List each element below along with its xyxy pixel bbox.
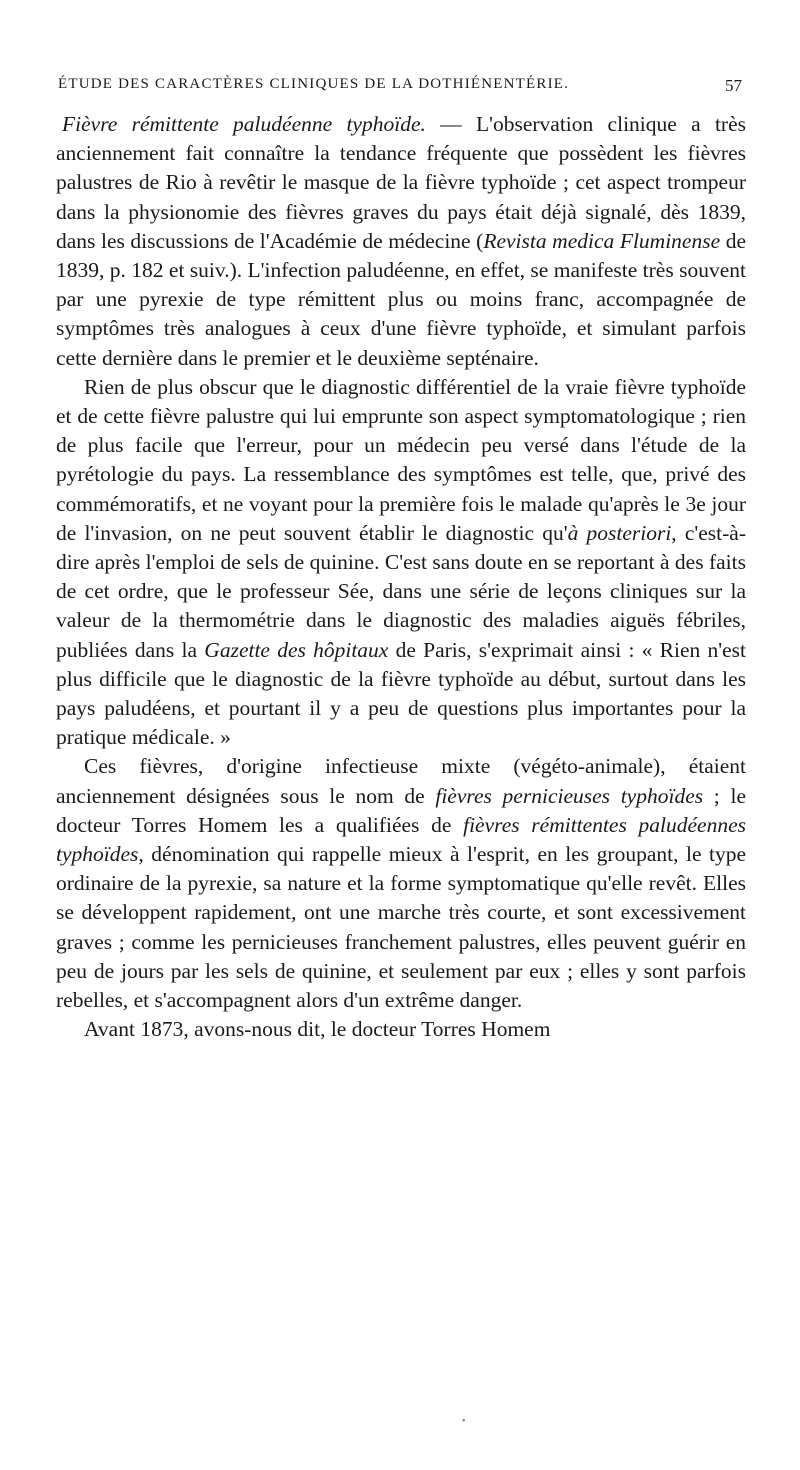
paragraph-4 bbox=[56, 1015, 746, 1044]
italic-run: Revista medica Fluminense bbox=[483, 228, 721, 253]
text-run: — L'observation clinique a très anciennement fait connaître la tendance fréquente que possèdent les fièvres palustres de Rio à revêtir le masque de la fièvre typhoïde ; cet aspect trompeur dans la physionomie des fièvres graves du pays était déjà signalé, dès 1839, dans les discussions de l'Académie de médecine ( bbox=[56, 112, 746, 253]
text-run: ; le docteur Torres Homem les a qualifiées de bbox=[56, 783, 746, 837]
text-run: , c'est-à-dire après l'emploi de sels de quinine. C'est sans doute en se reportant à des faits de cet ordre, que le professeur Sée, dans une série de leçons cliniques sur la valeur de la thermométrie dans le diagnostic des maladies aiguës fébriles, publiées dans la bbox=[56, 520, 746, 662]
italic-run: fièvres rémittentes paludéennes typhoïdes bbox=[56, 812, 746, 867]
paragraph-2 bbox=[56, 373, 746, 753]
italic-run: fièvres pernicieuses typhoïdes bbox=[435, 783, 704, 808]
italic-run: Gazette des hôpitaux bbox=[204, 637, 389, 662]
text-run: Ces fièvres, d'origine infectieuse mixte (végéto-animale), étaient anciennement désignées sous le nom de bbox=[56, 754, 746, 808]
running-header bbox=[58, 76, 742, 96]
italic-run: Fièvre rémittente paludéenne typhoïde. bbox=[62, 112, 426, 136]
page-number: 57 bbox=[725, 76, 742, 95]
text-run: Avant 1873, avons-nous dit, le docteur Torres Homem bbox=[84, 1017, 551, 1042]
italic-run: à posteriori bbox=[567, 520, 672, 545]
text-run: , dénomination qui rappelle mieux à l'esprit, en les groupant, le type ordinaire de la pyrexie, sa nature et la forme symptomatique qu'elle revêt. Elles se développent rapidement, ont une marche très courte, et sont excessivement graves ; comme les pernicieuses franchement palustres, elles peuvent guérir en peu de jours par les sels de quinine, et seulement par eux ; elles y sont parfois rebelles, et s'accompagnent alors d'un extrême danger. bbox=[56, 842, 746, 1013]
paragraph-3 bbox=[56, 752, 746, 1015]
text-run: de 1839, p. 182 et suiv.). L'infection paludéenne, en effet, se manifeste très souvent par une pyrexie de type rémittent plus ou moins franc, accompagnée de symptômes très analogues à ceux d'une fièvre typhoïde, et simulant parfois cette dernière dans le premier et le deuxième septénaire. bbox=[56, 228, 746, 370]
text-run: Rien de plus obscur que le diagnostic différentiel de la vraie fièvre typhoïde et de cette fièvre palustre qui lui emprunte son aspect symptomatologique ; rien de plus facile que l'erreur, pour un médecin peu versé dans l'étude de la pyrétologie du pays. La ressemblance des symptômes est telle, que, privé des commémoratifs, et ne voyant pour la première fois le malade qu'après le 3e jour de l'invasion, on ne peut souvent établir le diagnostic qu' bbox=[56, 374, 746, 545]
text-run: de Paris, s'exprimait ainsi : « Rien n'est plus difficile que le diagnostic de la fièvre typhoïde au début, surtout dans les pays paludéens, et pourtant il y a peu de questions plus importantes pour la pratique médicale. » bbox=[56, 637, 747, 750]
paragraph-1 bbox=[56, 110, 746, 373]
body-text bbox=[56, 110, 746, 1045]
print-speck: • bbox=[462, 1416, 466, 1427]
running-title: ÉTUDE DES CARACTÈRES CLINIQUES DE LA DOTHIÉNENTÉRIE. bbox=[58, 76, 570, 92]
